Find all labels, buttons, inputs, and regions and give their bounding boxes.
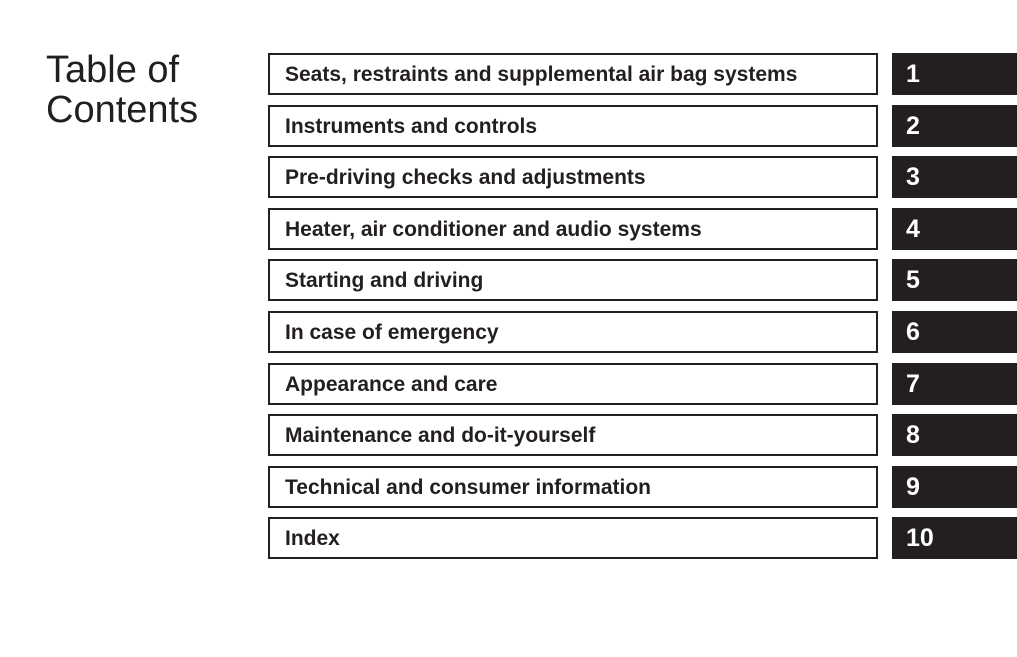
chapter-number: 8 <box>906 421 920 450</box>
chapter-number: 5 <box>906 266 920 295</box>
toc-entry-box[interactable] <box>268 414 878 456</box>
toc-entry-pre-driving-checks[interactable] <box>268 156 1017 198</box>
page-title <box>46 50 246 130</box>
toc-entry-starting-driving[interactable] <box>268 259 1017 301</box>
chapter-tab-3[interactable] <box>892 156 1017 198</box>
chapter-number: 4 <box>906 214 920 243</box>
toc-entry-appearance-care[interactable] <box>268 363 1017 405</box>
chapter-number: 1 <box>906 60 920 88</box>
toc-entry-label[interactable]: Heater, air conditioner and audio systems <box>285 217 702 241</box>
toc-entry-box[interactable] <box>268 208 878 250</box>
toc-entry-label[interactable]: In case of emergency <box>285 321 499 344</box>
chapter-number: 7 <box>906 369 920 398</box>
toc-entry-label[interactable]: Index <box>285 527 340 551</box>
toc-entry-label[interactable]: Instruments and controls <box>285 114 538 138</box>
chapter-number: 6 <box>906 318 920 346</box>
toc-entry-technical-info[interactable] <box>268 466 1017 508</box>
page-title-line-1: Table of <box>46 49 180 91</box>
toc-entry-label[interactable]: Maintenance and do-it-yourself <box>285 424 596 448</box>
toc-entry-emergency[interactable] <box>268 311 1017 353</box>
toc-entry-maintenance[interactable] <box>268 414 1017 456</box>
chapter-tab-2[interactable] <box>892 105 1017 147</box>
page-title-line-2: Contents <box>46 89 199 131</box>
toc-entry-label[interactable]: Starting and driving <box>285 269 484 293</box>
chapter-number: 9 <box>906 472 920 501</box>
toc-entry-box[interactable] <box>268 466 878 508</box>
toc-entry-instruments-controls[interactable] <box>268 105 1017 147</box>
chapter-tab-7[interactable] <box>892 363 1017 405</box>
toc-entry-box[interactable] <box>268 517 878 559</box>
toc-entry-label[interactable]: Seats, restraints and supplemental air bag systems <box>285 63 798 86</box>
chapter-tab-10[interactable] <box>892 517 1017 559</box>
toc-entry-label[interactable]: Appearance and care <box>285 372 498 396</box>
chapter-number: 3 <box>906 163 920 192</box>
toc-entry-seats-restraints[interactable] <box>268 53 1017 95</box>
chapter-tab-5[interactable] <box>892 259 1017 301</box>
toc-entry-box[interactable] <box>268 156 878 198</box>
chapter-number: 10 <box>906 524 934 553</box>
toc-entry-label[interactable]: Technical and consumer information <box>285 475 652 499</box>
toc-entry-box[interactable] <box>268 363 878 405</box>
toc-entry-index[interactable] <box>268 517 1017 559</box>
chapter-tab-6[interactable] <box>892 311 1017 353</box>
chapter-tab-1[interactable] <box>892 53 1017 95</box>
toc-entry-label[interactable]: Pre-driving checks and adjustments <box>285 166 646 190</box>
toc-entry-box[interactable] <box>268 53 878 95</box>
toc-entry-box[interactable] <box>268 259 878 301</box>
chapter-number: 2 <box>906 111 920 140</box>
chapter-tab-8[interactable] <box>892 414 1017 456</box>
toc-entry-box[interactable] <box>268 105 878 147</box>
toc-entry-heater-audio[interactable] <box>268 208 1017 250</box>
chapter-tab-9[interactable] <box>892 466 1017 508</box>
chapter-tab-4[interactable] <box>892 208 1017 250</box>
toc-entry-box[interactable] <box>268 311 878 353</box>
